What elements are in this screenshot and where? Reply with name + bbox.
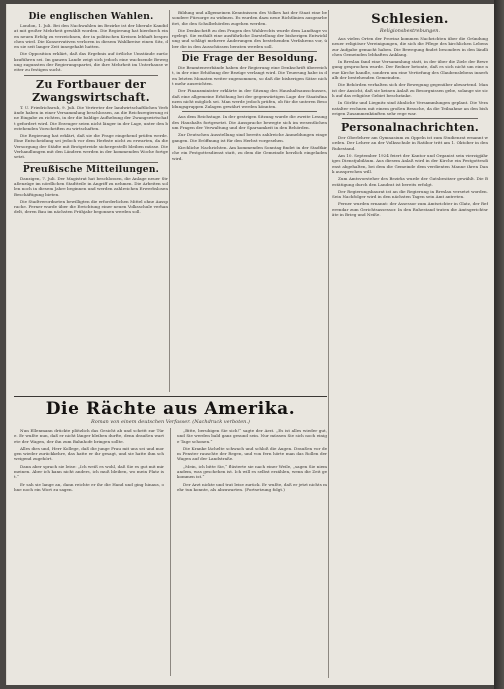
middle-column [172, 10, 327, 392]
column-rule [328, 10, 329, 678]
paragraph: Die Kranke lächelte schwach und schloß die Augen. Draußen vor dem Fenster rauschte der Regen, und von fern hörte man das Rollen der Wagen auf der Landstraße. [177, 445, 327, 462]
paragraph: Der Regierungsbaurat ist an die Regierung in Breslau versetzt worden. Sein Nachfolger wird in den nächsten Tagen sein Amt antreten. [332, 188, 488, 200]
paragraph: Alles dies und, Herr Kollege, daß die junge Frau mit uns sei und morgen wieder zurückkehre, das hatte er ihr gesagt, und sie hatte ihm schweigend zugehört. [14, 445, 165, 462]
headline-zwangswirtschaft: Zu Fortbauer der Zwangswirtschaft. [32, 77, 150, 104]
headline-schlesien: Schlesien. [371, 12, 449, 27]
story-right-column [177, 428, 327, 676]
paragraph: Die Opposition erklärt, daß das Ergebnis auf örtliche Umstände zurückzuführen sei. Im ganzen Lande zeigt sich jedoch eine wachsende Bewegung zugunsten der Regierungspartei, die ihre Mehrheit im Unterhause weiter zu festigen sucht. [14, 51, 168, 73]
paragraph: Der Oberlehrer am Gymnasium zu Oppeln ist zum Studienrat ernannt worden. Der Lehrer an der Volksschule in Ratibor tritt am 1. Oktober in den Ruhestand. [332, 135, 488, 151]
paragraph: „Mein, ich bitte Sie,“ flüsterte sie nach einer Weile, „sagen Sie niemandem, was geschehen ist. Ich will es selbst erzählen, wenn die Zeit gekommen ist.“ [177, 463, 327, 480]
paragraph: In Görlitz und Liegnitz sind ähnliche Versammlungen geplant. Die Veranstalter rechnen mit einem großen Besuche, da die Teilnahme an den bisherigen Zusammenkünften sehr rege war. [332, 100, 488, 116]
left-column [14, 10, 168, 392]
paragraph: Die Stadtverordneten bewilligten die erforderlichen Mittel ohne Aussprache. Ferner wurde über die Errichtung einer neuen Volksschule verhandelt, deren Bau im nächsten Frühjahr begonnen werden soll. [14, 198, 168, 215]
divider [182, 111, 317, 112]
paragraph: Zum Amtsvorsteher des Bezirks wurde der Gutsbesitzer gewählt. Die Bestätigung durch den Landrat ist bereits erfolgt. [332, 176, 488, 187]
story-left-column [14, 428, 164, 676]
paragraph: „Bitte, beruhigen Sie sich!“ sagte der Arzt. „Es ist alles wieder gut, und Sie werden bald ganz gesund sein. Nur müssen Sie sich noch einige Tage schonen.“ [177, 428, 327, 444]
paragraph: Danzigen, 7. Juli. Der Magistrat hat beschlossen, die Anlage neuer Straßenzüge im nördlichen Stadtteile in Angriff zu nehmen. Die Arbeiten sollen noch in diesem Jahre beginnen und werden zahlreichen Erwerbslosen Beschäftigung bieten. [14, 175, 168, 197]
paragraph: Nun Ellenmann drückte plötzlich das Gesicht ab und schritt zur Türe. Er wußte nun, daß er nicht länger bleiben durfte, denn draußen wartete der Wagen, der ihn zum Bahnhofe bringen sollte. [14, 428, 165, 444]
story-title: Die Rächte aus Amerika. [45, 399, 296, 419]
paragraph: Aus vielen Orten der Provinz kommen Nachrichten über die Gründung neuer religiöser Vereinigungen, die sich die Pflege des kirchlichen Lebens zur Aufgabe gemacht haben. Die Bewegung findet besonders in den ländlichen Gemeinden lebhaften Anklang. [332, 36, 488, 57]
paragraph: Der Finanzminister erklärte in der Sitzung des Haushaltsausschusses, daß eine allgemeine Erhöhung bei der gegenwärtigen Lage der Staatsfinanzen nicht möglich sei. Man werde jedoch prüfen, ob für die unteren Besoldungsgruppen Zulagen gewährt werden könnten. [172, 88, 327, 110]
story-byline: Roman von einem deutschen Verfasser. (Nachdruck verboten.) [91, 419, 250, 425]
paragraph: Die Regierung hat erklärt, daß sie die Frage eingehend prüfen werde. Eine Entscheidung sei jedoch vor dem Herbste nicht zu erwarten, da die Versorgung der Städte mit Brotgetreide sichergestellt bleiben müsse. Die Verhandlungen mit den Ländern werden in der kommenden Woche fortgesetzt. [14, 133, 168, 160]
paragraph: Am 10. September 1924 feiert der Kantor und Organist sein vierzigjähriges Dienstjubiläum. Aus diesem Anlaß wird in der Kirche ein Festgottesdienst abgehalten, bei dem die Gemeinde dem verdienten Manne ihren Dank aussprechen will. [332, 153, 488, 174]
feuilleton-story [14, 396, 327, 678]
subheadline-religion: Religionsbestrebungen. [379, 28, 441, 34]
paragraph: Er sah sie lange an, dann reichte er ihr die Hand und ging hinaus, ohne noch ein Wort zu sagen. [14, 481, 165, 492]
paragraph: London, 1. Juli. Bei den Nachwahlen im Bezirke ist der liberale Kandidat mit großer Mehrheit gewählt worden. Die Regierung hat hierdurch einen neuen Erfolg zu verzeichnen, der in politischen Kreisen lebhaft besprochen wird. Die Konservativen verloren in diesem Wahlkreise einen Sitz, den sie seit langer Zeit innegehabt hatten. [14, 23, 168, 50]
paragraph: Kirchliche Nachrichten. Am kommenden Sonntag findet in der Stadtkirche ein Festgottesdienst statt, zu dem die Gemeinde herzlich eingeladen wird. [172, 144, 327, 161]
right-column [332, 10, 488, 675]
paragraph: Die Denkschrift zu den Fragen des Wahlrechts wurde dem Landtage vorgelegt. Sie enthält eine ausführliche Darstellung der bisherigen Entwicklung und schlägt mehrere Änderungen des bestehenden Verfahrens vor, über die in den Ausschüssen beraten werden soll. [172, 27, 327, 49]
paragraph: Der Arzt nickte und trat leise zurück. Er wußte, daß er jetzt nichts mehr tun konnte, als abzuwarten. (Fortsetzung folgt.) [177, 481, 327, 492]
column-rule [169, 10, 170, 392]
newspaper-page [6, 4, 494, 685]
paragraph: In Breslau fand eine Versammlung statt, in der über die Ziele der Bewegung gesprochen wurde. Der Redner betonte, daß es sich nicht um eine neue Kirche handle, sondern um eine Vertiefung des Glaubenslebens innerhalb der bestehenden Gemeinden. [332, 59, 488, 81]
headline-personalnachrichten: Personalnachrichten. [341, 121, 479, 135]
story-columns [14, 428, 327, 676]
paragraph: Die Behörden verhalten sich der Bewegung gegenüber abwartend. Man ist der Ansicht, daß sie keinen Anlaß zu Besorgnissen gebe, solange sie sich auf das religiöse Gebiet beschränke. [332, 82, 488, 98]
headline-english-elections: Die englischen Wahlen. [28, 12, 154, 22]
paragraph: T. U. Friedrichsruh, 9. Juli. Die Vertreter der landwirtschaftlichen Verbände haben in einer Versammlung beschlossen, an die Reichsregierung eine Eingabe zu richten, in der die baldige Aufhebung der Zwangswirtschaft gefordert wird. Die Erzeuger seien nicht länger in der Lage, unter den bestehenden Vorschriften zu wirtschaften. [14, 104, 168, 131]
paragraph: Dann aber sprach sie leise: „Ich weiß es wohl, daß Sie es gut mit mir meinen. Aber ich kann nicht anders, ich muß bleiben, wo mein Platz ist.“ [14, 463, 165, 480]
headline-besoldung: Die Frage der Besoldung. [181, 54, 318, 65]
paragraph: Zur Deutschen Ausstellung sind bereits zahlreiche Anmeldungen eingegangen. Die Eröffnung ist für den Herbst vorgesehen. [172, 132, 327, 143]
divider [24, 75, 158, 76]
divider [182, 51, 317, 52]
column-rule [170, 428, 171, 676]
story-top-rule [14, 396, 327, 397]
paragraph: Aus dem Reichstage. In der gestrigen Sitzung wurde die zweite Lesung des Haushalts fortgesetzt. Die Aussprache bewegte sich im wesentlichen um Fragen der Verwaltung und der Sparsamkeit in den Behörden. [172, 114, 327, 131]
headline-preussische-mitteilungen: Preußische Mitteilungen. [22, 164, 160, 175]
divider [342, 118, 478, 119]
paragraph: Bildung und allgemeinen Kenntnissen des Volkes hat der Staat eine besondere Fürsorge zu widmen. Es wurden dazu neue Richtlinien ausgearbeitet, die den Schulbehörden zugehen werden. [172, 10, 327, 26]
paragraph: Die Beamtenverbände haben der Regierung eine Denkschrift überreicht, in der eine Erhöhung der Bezüge verlangt wird. Die Teuerung habe in den letzten Monaten weiter zugenommen, so daß die bisherigen Sätze nicht mehr ausreichten. [172, 65, 327, 86]
paragraph: Ferner wurden ernannt: der Assessor zum Amtsrichter in Glatz, der Referendar zum Gerichtsassessor. In den Ruhestand traten die Amtsgerichtsräte in Brieg und Neiße. [332, 201, 488, 218]
scanner-edge-rail [494, 0, 504, 689]
divider [24, 162, 158, 163]
